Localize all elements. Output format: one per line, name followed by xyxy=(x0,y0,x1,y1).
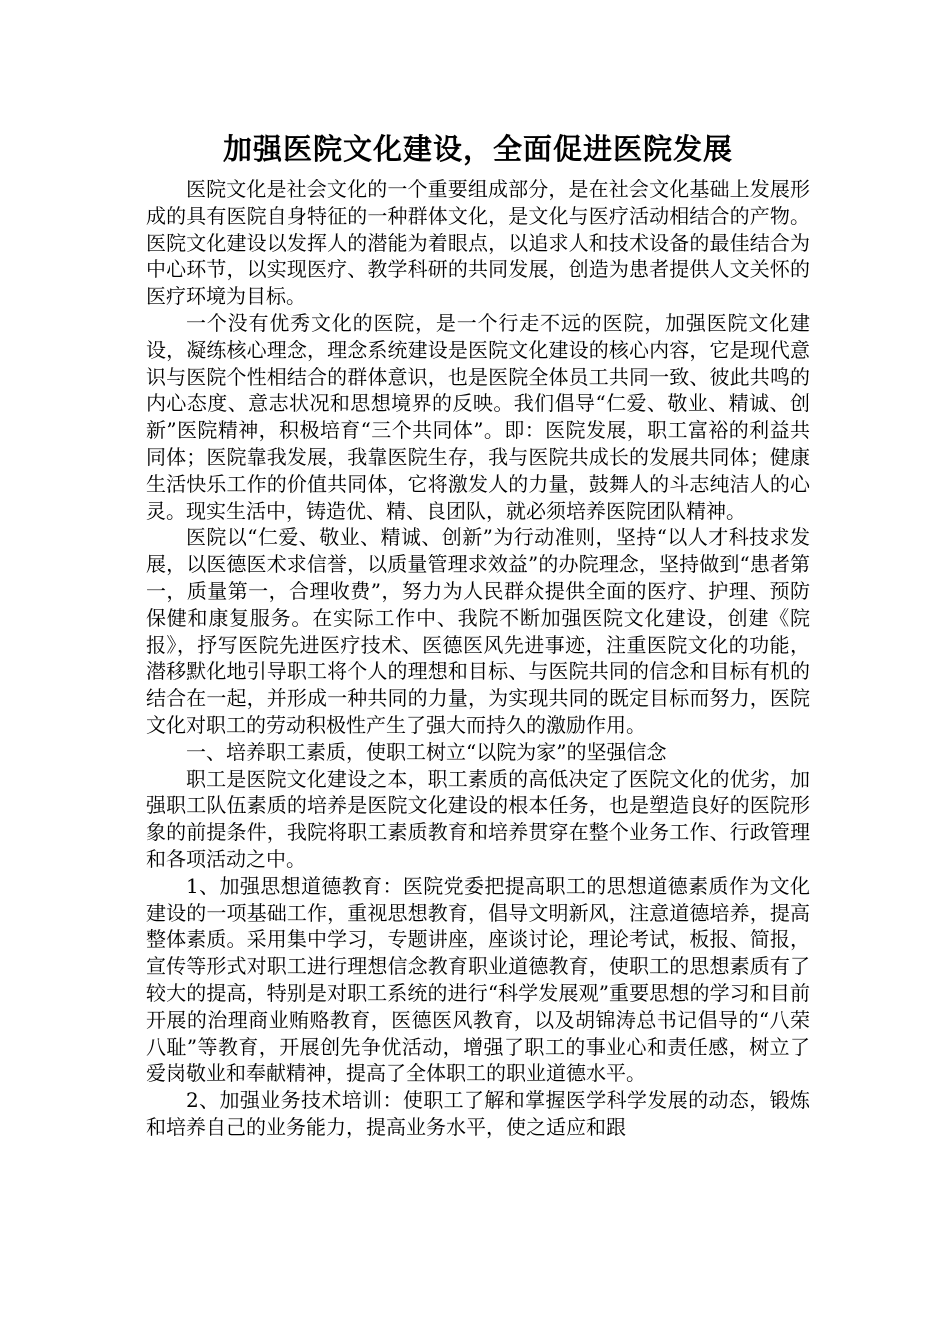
body-paragraph: 医院文化是社会文化的一个重要组成部分，是在社会文化基础上发展形成的具有医院自身特征的一种群体文化，是文化与医疗活动相结合的产物。医院文化建设以发挥人的潜能为着眼点，以追求人和技术设备的最佳结合为中心环节，以实现医疗、教学科研的共同发展，创造为患者提供人文关怀的医疗环境为目标。 xyxy=(146,177,810,309)
body-paragraph: 医院以“仁爱、敬业、精诚、创新”为行动准则，坚持“以人才科技求发展，以医德医术求信誉，以质量管理求效益”的办院理念，坚持做到“患者第一，质量第一，合理收费”，努力为人民群众提供全面的医疗、护理、预防保健和康复服务。在实际工作中、我院不断加强医院文化建设，创建《院报》，抒写医院先进医疗技术、医德医风先进事迹，注重医院文化的功能，潜移默化地引导职工将个人的理想和目标、与医院共同的信念和目标有机的结合在一起，并形成一种共同的力量，为实现共同的既定目标而努力，医院文化对职工的劳动积极性产生了强大而持久的激励作用。 xyxy=(146,525,810,737)
body-paragraph: 2、加强业务技术培训：使职工了解和掌握医学科学发展的动态，锻炼和培养自己的业务能力，提高业务水平，使之适应和跟 xyxy=(146,1088,810,1139)
document-page xyxy=(146,128,810,1141)
body-paragraph: 职工是医院文化建设之本，职工素质的高低决定了医院文化的优劣，加强职工队伍素质的培养是医院文化建设的根本任务，也是塑造良好的医院形象的前提条件，我院将职工素质教育和培养贯穿在整个业务工作、行政管理和各项活动之中。 xyxy=(146,766,810,871)
body-paragraph: 1、加强思想道德教育：医院党委把提高职工的思想道德素质作为文化建设的一项基础工作，重视思想教育，倡导文明新风，注意道德培养，提高整体素质。采用集中学习，专题讲座，座谈讨论，理论考试，板报、简报，宣传等形式对职工进行理想信念教育职业道德教育，使职工的思想素质有了较大的提高，特别是对职工系统的进行“科学发展观”重要思想的学习和目前开展的治理商业贿赂教育，医德医风教育，以及胡锦涛总书记倡导的“八荣八耻”等教育，开展创先争优活动，增强了职工的事业心和责任感，树立了爱岗敬业和奉献精神，提高了全体职工的职业道德水平。 xyxy=(146,873,810,1086)
document-title: 加强医院文化建设，全面促进医院发展 xyxy=(222,132,733,166)
section-heading: 一、培养职工素质，使职工树立“以院为家”的坚强信念 xyxy=(186,739,667,764)
body-paragraph: 一个没有优秀文化的医院，是一个行走不远的医院，加强医院文化建设，凝练核心理念，理念系统建设是医院文化建设的核心内容，它是现代意识与医院个性相结合的群体意识，也是医院全体员工共同一致、彼此共鸣的内心态度、意志状况和思想境界的反映。我们倡导“仁爱、敬业、精诚、创新”医院精神，积极培育“三个共同体”。即：医院发展，职工富裕的利益共同体；医院靠我发展，我靠医院生存，我与医院共成长的发展共同体；健康生活快乐工作的价值共同体，它将激发人的力量，鼓舞人的斗志纯洁人的心灵。现实生活中，铸造优、精、良团队，就必须培养医院团队精神。 xyxy=(146,310,810,523)
